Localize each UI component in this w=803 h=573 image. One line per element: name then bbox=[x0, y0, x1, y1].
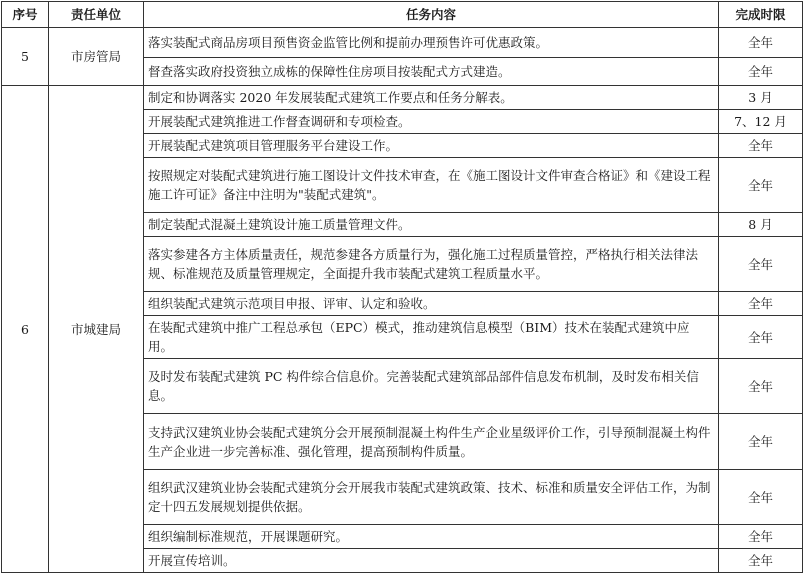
task-cell: 及时发布装配式建筑 PC 构件综合信息价。完善装配式建筑部品部件信息发布机制，及时发布相关信息。 bbox=[144, 359, 719, 414]
task-cell: 落实参建各方主体质量责任，规范参建各方质量行为，强化施工过程质量管控，严格执行相关法律法规、标准规范及质量管理规定，全面提升我市装配式建筑工程质量水平。 bbox=[144, 237, 719, 292]
header-unit: 责任单位 bbox=[49, 2, 144, 28]
task-cell: 支持武汉建筑业协会装配式建筑分会开展预制混凝土构件生产企业星级评价工作，引导预制混凝土构件生产企业进一步完善标准、强化管理，提高预制构件质量。 bbox=[144, 414, 719, 470]
header-deadline: 完成时限 bbox=[719, 2, 803, 28]
task-cell: 组织武汉建筑业协会装配式建筑分会开展我市装配式建筑政策、技术、标准和质量安全评估工作，为制定十四五发展规划提供依据。 bbox=[144, 470, 719, 525]
task-cell: 落实装配式商品房项目预售资金监管比例和提前办理预售许可优惠政策。 bbox=[144, 28, 719, 58]
task-table bbox=[1, 1, 803, 573]
table-row bbox=[2, 86, 803, 110]
task-cell: 开展装配式建筑项目管理服务平台建设工作。 bbox=[144, 134, 719, 158]
task-cell: 组织装配式建筑示范项目申报、评审、认定和验收。 bbox=[144, 292, 719, 316]
deadline-cell: 8 月 bbox=[719, 213, 803, 237]
deadline-cell: 全年 bbox=[719, 359, 803, 414]
group-unit: 市城建局 bbox=[49, 86, 144, 573]
deadline-cell: 3 月 bbox=[719, 86, 803, 110]
header-row bbox=[2, 2, 803, 28]
task-cell: 开展装配式建筑推进工作督查调研和专项检查。 bbox=[144, 110, 719, 134]
group-unit: 市房管局 bbox=[49, 28, 144, 86]
deadline-cell: 全年 bbox=[719, 549, 803, 573]
deadline-cell: 全年 bbox=[719, 28, 803, 58]
deadline-cell: 全年 bbox=[719, 237, 803, 292]
deadline-cell: 全年 bbox=[719, 134, 803, 158]
task-cell: 制定和协调落实 2020 年发展装配式建筑工作要点和任务分解表。 bbox=[144, 86, 719, 110]
group-num: 5 bbox=[2, 28, 49, 86]
task-cell: 组织编制标准规范，开展课题研究。 bbox=[144, 525, 719, 549]
task-cell: 按照规定对装配式建筑进行施工图设计文件技术审查，在《施工图设计文件审查合格证》和《建设工程施工许可证》备注中注明为"装配式建筑"。 bbox=[144, 158, 719, 213]
deadline-cell: 全年 bbox=[719, 316, 803, 359]
table-row bbox=[2, 28, 803, 58]
task-cell: 制定装配式混凝土建筑设计施工质量管理文件。 bbox=[144, 213, 719, 237]
deadline-cell: 全年 bbox=[719, 414, 803, 470]
deadline-cell: 全年 bbox=[719, 525, 803, 549]
deadline-cell: 7、12 月 bbox=[719, 110, 803, 134]
header-num: 序号 bbox=[2, 2, 49, 28]
deadline-cell: 全年 bbox=[719, 158, 803, 213]
task-cell: 在装配式建筑中推广工程总承包（EPC）模式，推动建筑信息模型（BIM）技术在装配式建筑中应用。 bbox=[144, 316, 719, 359]
group-num: 6 bbox=[2, 86, 49, 573]
deadline-cell: 全年 bbox=[719, 58, 803, 86]
task-cell: 督查落实政府投资独立成栋的保障性住房项目按装配式方式建造。 bbox=[144, 58, 719, 86]
deadline-cell: 全年 bbox=[719, 292, 803, 316]
deadline-cell: 全年 bbox=[719, 470, 803, 525]
task-cell: 开展宣传培训。 bbox=[144, 549, 719, 573]
header-task: 任务内容 bbox=[144, 2, 719, 28]
